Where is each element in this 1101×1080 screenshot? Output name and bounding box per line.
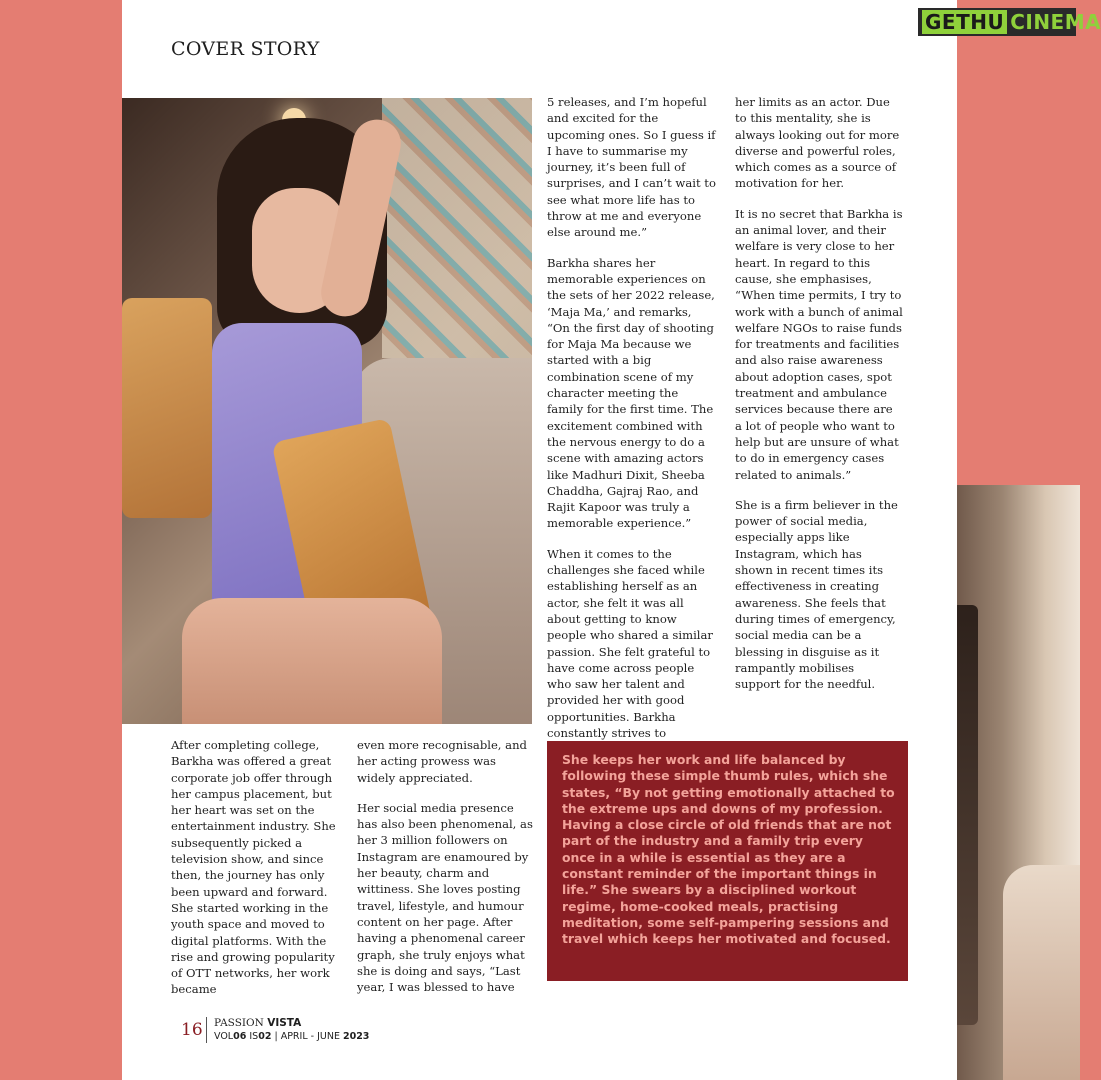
issue-prefix: IS [249, 1031, 259, 1042]
paragraph: even more recognisable, and her acting prowess was widely appreciated. [357, 738, 527, 785]
paragraph: It is no secret that Barkha is an animal lover, and their welfare is very close to her heart. In regard to this cause, she emphasises, “When time permits, I try to work with a bunch of animal welfare NGOs to raise funds for treatments and facilities and also raise awareness about adoption cases, spot treatment and ambulance services because there are a lot of people who want to help but are unsure of what to do in emergency cases related to animals.” [735, 206, 903, 482]
vol-prefix: VOL [214, 1031, 234, 1042]
issue-line [214, 1030, 369, 1043]
text-column-1 [547, 94, 717, 772]
page-number: 16 [181, 1020, 203, 1040]
watermark-logo [918, 8, 1101, 36]
issue-number: 02 [258, 1031, 272, 1042]
footer-divider [206, 1017, 207, 1043]
paragraph: After completing college, Barkha was offered a great corporate job offer through her campus placement, but her heart was set on the entertainment industry. She subsequently picked a television show, and since then, the journey has only been upward and forward. She started working in the youth space and moved to digital platforms. With the rise and growing popularity of OTT networks, her work became [171, 738, 336, 997]
date-range: | APRIL - JUNE [271, 1031, 343, 1042]
watermark-part1: GETHU [922, 10, 1007, 34]
paragraph: When it comes to the challenges she faced while establishing herself as an actor, she felt it was all about getting to know people who shared a similar passion. She felt grateful to have come across people who saw her talent and provided her with good opportunities. Barkha constantly strives to [547, 546, 713, 740]
legs [182, 598, 442, 724]
section-title: COVER STORY [171, 38, 320, 60]
paragraph: 5 releases, and I’m hopeful and excited for the upcoming ones. So I guess if I have to summarise my journey, it’s been full of surprises, and I can’t wait to see what more life has to throw at me and everyone else around me.” [547, 95, 716, 240]
footer-info [214, 1017, 369, 1043]
arm-shape [1003, 865, 1080, 1080]
text-column-2 [735, 94, 903, 706]
issue-year: 2023 [342, 1031, 370, 1042]
text-column-3 [171, 737, 343, 1012]
page-footer [181, 1017, 369, 1043]
brand-prefix: PASSION [214, 1017, 264, 1029]
pull-quote-text: She keeps her work and life balanced by following these simple thumb rules, which she states, “By not getting emotionally attached to the extreme ups and downs of my profession. Having a close circle of old friends that are not part of the industry and a family trip every once in a while is essential as they are a constant reminder of the important things in life.” She swears by a disciplined workout regime, home-cooked meals, practising meditation, some self-pampering sessions and travel which keeps her motivated and focused. [562, 752, 895, 947]
pillow-left [122, 298, 212, 518]
cover-photo [122, 98, 532, 724]
brand-suffix: VISTA [267, 1017, 302, 1029]
paragraph: Her social media presence has also been phenomenal, as her 3 million followers on Instagram are enamoured by her beauty, charm and wittiness. She loves posting travel, lifestyle, and humour content on her page. After having a phenomenal career graph, she truly enjoys what she is doing and says, “Last year, I was blessed to have [357, 800, 533, 995]
vol-number: 06 [233, 1031, 247, 1042]
paragraph: Barkha shares her memorable experiences on the sets of her 2022 release, ‘Maja Ma,’ and remarks, “On the first day of shooting for Maja Ma because we started with a big combination scene of my character meeting the family for the first time. The excitement combined with the nervous energy to do a scene with amazing actors like Madhuri Dixit, Sheeba Chaddha, Gajraj Rao, and Rajit Kapoor was truly a memorable experience.” [547, 255, 715, 531]
text-column-4 [357, 737, 534, 1009]
brand-name [214, 1017, 369, 1030]
watermark-part2: CINEMA [1010, 10, 1101, 34]
paragraph: her limits as an actor. Due to this mentality, she is always looking out for more diverse and powerful roles, which comes as a source of motivation for her. [735, 95, 900, 191]
patterned-wall [382, 98, 532, 358]
paragraph: She is a firm believer in the power of social media, especially apps like Instagram, which has shown in recent times its effectiveness in creating awareness. She feels that during times of emergency, social media can be a blessing in disguise as it rampantly mobilises support for the needful. [735, 497, 898, 692]
pull-quote-box [547, 741, 908, 981]
